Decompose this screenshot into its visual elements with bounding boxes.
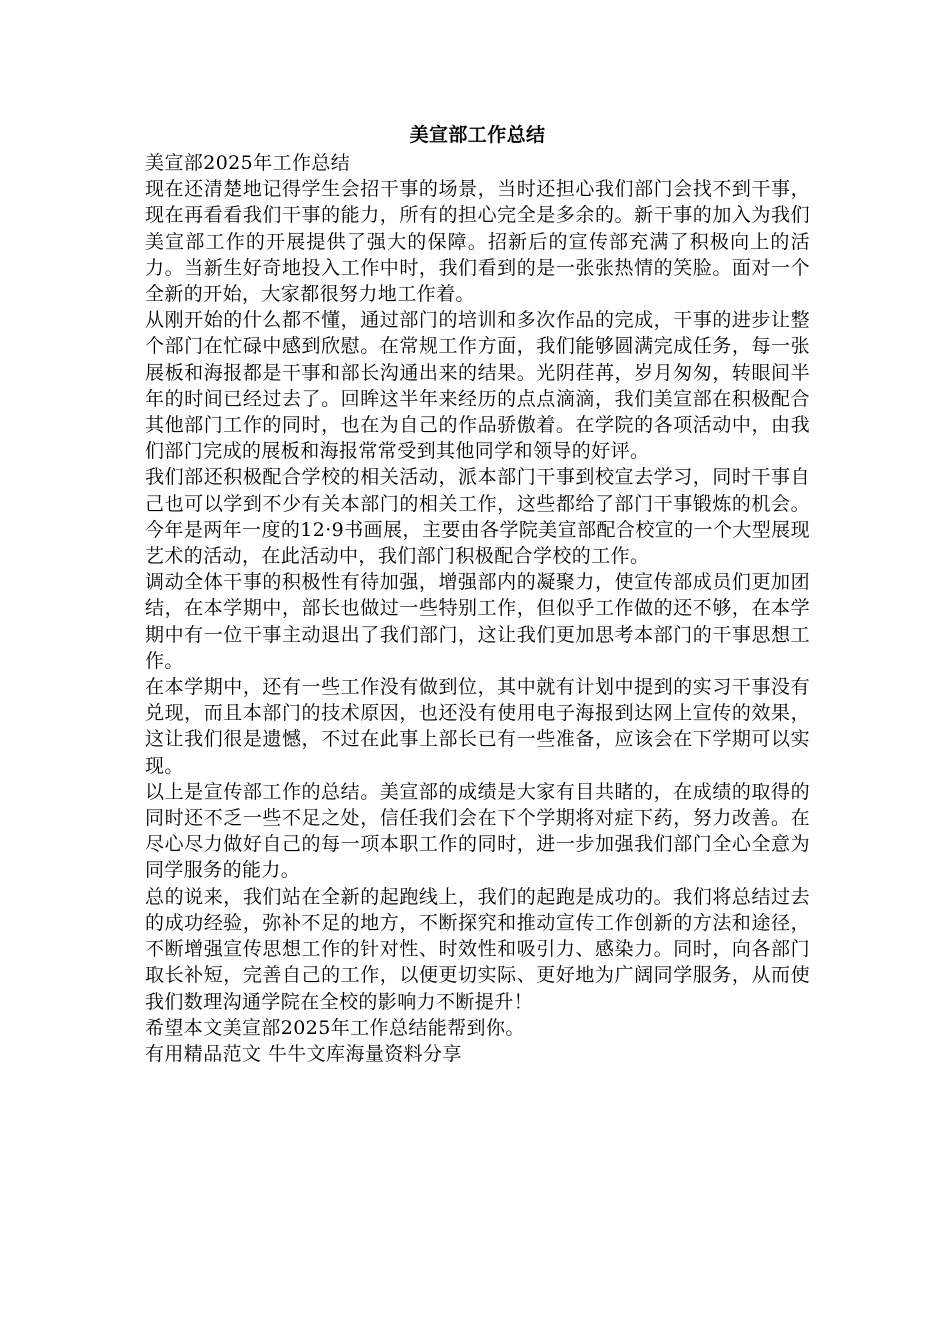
paragraph-2: 从刚开始的什么都不懂，通过部门的培训和多次作品的完成，干事的进步让整个部门在忙碌中感到欣慰。在常规工作方面，我们能够圆满完成任务，每一张展板和海报都是干事和部长沟通出来的结果。光阴荏苒，岁月匆匆，转眼间半年的时间已经过去了。回眸这半年来经历的点点滴滴，我们美宣部在积极配合其他部门工作的同时，也在为自己的作品骄傲着。在学院的各项活动中，由我们部门完成的展板和海报常常受到其他同学和领导的好评。 xyxy=(145,309,810,463)
paragraph-7: 总的说来，我们站在全新的起跑线上，我们的起跑是成功的。我们将总结过去的成功经验，弥补不足的地方，不断探究和推动宣传工作创新的方法和途径，不断增强宣传思想工作的针对性、时效性和吸引力、感染力。同时，向各部门取长补短，完善自己的工作，以便更切实际、更好地为广阔同学服务，从而使我们数理沟通学院在全校的影响力不断提升！ xyxy=(145,885,810,1013)
document-page xyxy=(145,122,810,1067)
paragraph-6: 以上是宣传部工作的总结。美宣部的成绩是大家有目共睹的，在成绩的取得的同时还不乏一些不足之处，信任我们会在下个学期将对症下药，努力改善。在尽心尽力做好自己的每一项本职工作的同时，进一步加强我们部门全心全意为同学服务的能力。 xyxy=(145,780,810,882)
closing-line: 希望本文美宣部2025年工作总结能帮到你。 xyxy=(145,1016,525,1039)
paragraph-3: 我们部还积极配合学校的相关活动，派本部门干事到校宣去学习，同时干事自己也可以学到不少有关本部门的相关工作，这些都给了部门干事锻炼的机会。今年是两年一度的12·9书画展，主要由各学院美宣部配合校宣的一个大型展现艺术的活动，在此活动中，我们部门积极配合学校的工作。 xyxy=(145,466,810,568)
footer-line: 有用精品范文 牛牛文库海量资料分享 xyxy=(145,1042,462,1065)
paragraph-1: 现在还清楚地记得学生会招干事的场景，当时还担心我们部门会找不到干事，现在再看看我们干事的能力，所有的担心完全是多余的。新干事的加入为我们美宣部工作的开展提供了强大的保障。招新后的宣传部充满了积极向上的活力。当新生好奇地投入工作中时，我们看到的是一张张热情的笑脸。面对一个全新的开始，大家都很努力地工作着。 xyxy=(145,178,810,306)
document-subtitle: 美宣部2025年工作总结 xyxy=(145,152,351,174)
paragraph-4: 调动全体干事的积极性有待加强，增强部内的凝聚力，使宣传部成员们更加团结，在本学期中，部长也做过一些特别工作，但似乎工作做的还不够，在本学期中有一位干事主动退出了我们部门，这让我们更加思考本部门的干事思想工作。 xyxy=(145,571,810,672)
document-title: 美宣部工作总结 xyxy=(409,124,546,146)
paragraph-5: 在本学期中，还有一些工作没有做到位，其中就有计划中提到的实习干事没有兑现，而且本部门的技术原因，也还没有使用电子海报到达网上宣传的效果，这让我们很是遗憾，不过在此事上部长已有一些准备，应该会在下学期可以实现。 xyxy=(145,676,810,777)
